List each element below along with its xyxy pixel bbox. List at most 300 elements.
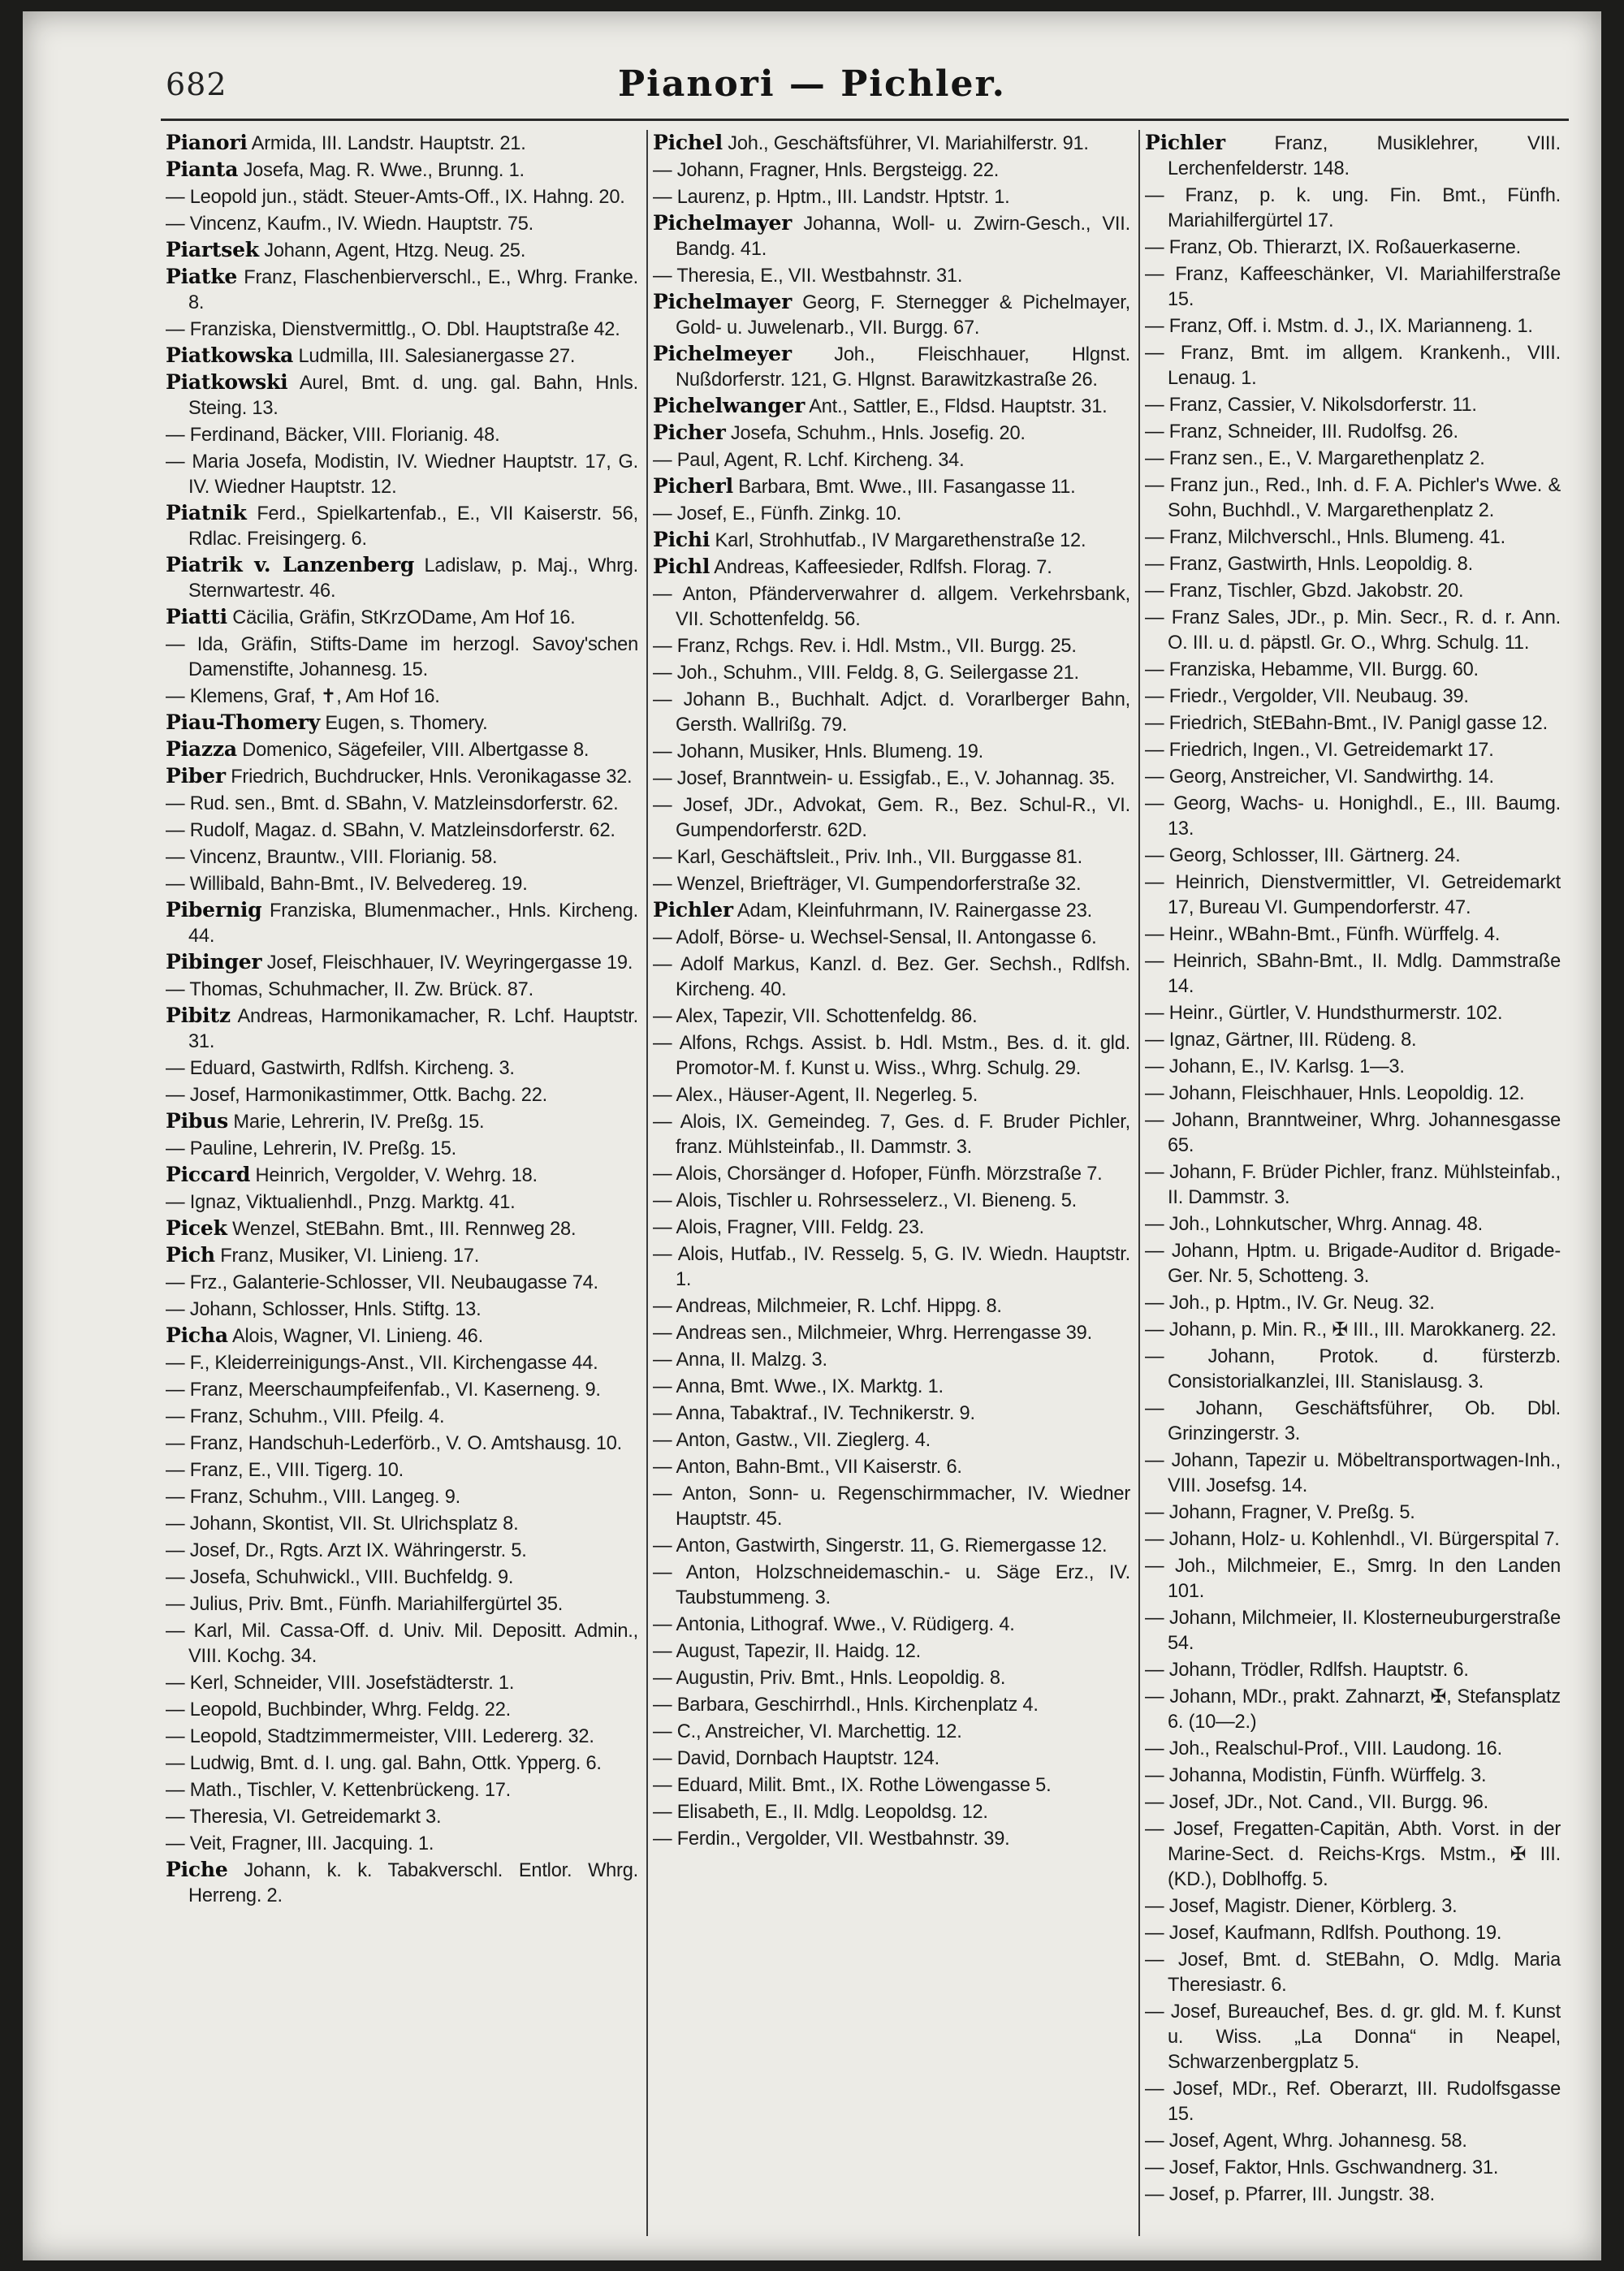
entry-details: — Andreas, Milchmeier, R. Lchf. Hippg. 8. <box>653 1296 1002 1317</box>
entry-details: — Franz, Handschuh-Lederförb., V. O. Amtshausg. 10. <box>166 1433 623 1454</box>
entry-surname: Pianori <box>166 131 248 154</box>
directory-entry <box>166 1830 638 1857</box>
entry-details: — Antonia, Lithograf. Wwe., V. Rüdigerg. 4. <box>653 1614 1015 1635</box>
entry-details: — Franz, Rchgs. Rev. i. Hdl. Mstm., VII. Burgg. 25. <box>653 636 1077 657</box>
entry-details: — Johann, Fragner, Hnls. Bergsteigg. 22. <box>653 160 1000 181</box>
directory-entry <box>166 1537 638 1564</box>
directory-entry <box>166 1349 638 1376</box>
entry-details: — Ferdin., Vergolder, VII. Westbahnstr. 39. <box>653 1828 1010 1850</box>
directory-entry <box>166 1403 638 1430</box>
directory-entry <box>653 1319 1130 1346</box>
entry-details: — Anton, Gastwirth, Singerstr. 11, G. Riemergasse 12. <box>653 1535 1108 1556</box>
directory-entry <box>1145 1683 1561 1735</box>
entry-details: — Johann, F. Brüder Pichler, franz. Mühlsteinfab., II. Dammstr. 3. <box>1145 1162 1561 1208</box>
entry-details: Wenzel, StEBahn. Bmt., III. Rennweg 28. <box>227 1219 577 1240</box>
directory-entry <box>166 1669 638 1696</box>
entry-details: Josefa, Mag. R. Wwe., Brunng. 1. <box>238 160 525 181</box>
directory-entry <box>166 1242 638 1269</box>
header-rule <box>161 119 1569 121</box>
directory-entry <box>166 343 638 369</box>
entry-details: Domenico, Sägefeiler, VIII. Albertgasse 8. <box>236 740 590 761</box>
entry-details: — Johann, Milchmeier, II. Klosterneuburgerstraße 54. <box>1145 1608 1561 1654</box>
directory-entry <box>1145 736 1561 763</box>
directory-entry <box>653 581 1130 633</box>
entry-details: — Kerl, Schneider, VIII. Josefstädterstr. 1. <box>166 1673 515 1694</box>
directory-entry <box>1145 948 1561 999</box>
entry-details: — Josef, Harmonikastimmer, Ottk. Bachg. 22. <box>166 1085 547 1106</box>
entry-details: Joh., Fleischhauer, Hlgnst. Nußdorferstr. 121, G. Hlgnst. Barawitzkastraße 26. <box>676 344 1130 391</box>
entry-surname: Pibinger <box>166 950 262 974</box>
entry-details: — Ignaz, Viktualienhdl., Pnzg. Marktg. 41. <box>166 1192 516 1213</box>
directory-entry <box>1145 1499 1561 1526</box>
entry-details: — Franz, Milchverschl., Hnls. Blumeng. 41. <box>1145 527 1505 548</box>
directory-entry <box>653 1453 1130 1480</box>
directory-entry <box>1145 710 1561 736</box>
entry-details: Ludmilla, III. Salesianergasse 27. <box>293 346 576 367</box>
directory-entry <box>1145 921 1561 948</box>
entry-details: — Adolf, Börse- u. Wechsel-Sensal, II. Antongasse 6. <box>653 927 1097 948</box>
directory-entry <box>1145 2075 1561 2127</box>
entry-details: — Josef, Fregatten-Capitän, Abth. Vorst. in der Marine-Sect. d. Reichs-Krgs. Mstm., ✠ III. (KD.), Doblhoffg. 5. <box>1145 1819 1561 1890</box>
directory-entry <box>166 1323 638 1349</box>
entry-details: — Johann, Hptm. u. Brigade-Auditor d. Brigade-Ger. Nr. 5, Schotteng. 3. <box>1145 1241 1561 1287</box>
entry-surname: Piber <box>166 764 226 788</box>
directory-entry <box>653 765 1130 792</box>
directory-entry <box>653 157 1130 183</box>
directory-entry <box>1145 1735 1561 1762</box>
entry-details: — Vincenz, Brauntw., VIII. Florianig. 58. <box>166 847 498 868</box>
entry-details: Josef, Fleischhauer, IV. Weyringergasse 19. <box>261 952 633 974</box>
entry-details: — Josef, Kaufmann, Rdlfsh. Pouthong. 19. <box>1145 1923 1502 1944</box>
directory-entry <box>166 1296 638 1323</box>
entry-details: — Paul, Agent, R. Lchf. Kircheng. 34. <box>653 450 965 471</box>
entry-details: — Alois, IX. Gemeindeg. 7, Ges. d. F. Bruder Pichler, franz. Mühlsteinfab., II. Dammstr. 3. <box>653 1112 1130 1158</box>
entry-surname: Piatkowska <box>166 343 294 367</box>
directory-entry <box>653 341 1130 393</box>
directory-entry <box>653 1825 1130 1852</box>
directory-entry <box>653 393 1130 420</box>
directory-entry <box>1145 1919 1561 1946</box>
directory-entry <box>166 500 638 552</box>
directory-entry <box>653 1030 1130 1082</box>
directory-entry <box>653 1293 1130 1319</box>
directory-entry <box>1145 1893 1561 1919</box>
directory-entry <box>1145 1316 1561 1343</box>
directory-entry <box>653 924 1130 951</box>
directory-entry <box>1145 1395 1561 1447</box>
entry-details: — Johann, MDr., prakt. Zahnarzt, ✠, Stefansplatz 6. (10—2.) <box>1145 1686 1561 1733</box>
directory-entry <box>653 792 1130 844</box>
directory-columns <box>161 130 1569 2236</box>
entry-details: Karl, Strohhutfab., IV Margarethenstraße 12. <box>710 530 1086 551</box>
entry-details: — Veit, Fragner, III. Jacquing. 1. <box>166 1833 434 1854</box>
directory-entry <box>166 1483 638 1510</box>
directory-entry <box>653 1427 1130 1453</box>
directory-entry <box>166 1430 638 1457</box>
entry-details: — Theresia, E., VII. Westbahnstr. 31. <box>653 266 963 287</box>
directory-entry <box>166 1564 638 1591</box>
directory-entry <box>166 683 638 710</box>
entry-details: — Joh., Realschul-Prof., VIII. Laudong. 16. <box>1145 1738 1502 1759</box>
entry-surname: Piccard <box>166 1163 251 1186</box>
entry-details: — Anton, Holzschneidemaschin.- u. Säge Erz., IV. Taubstummeng. 3. <box>653 1562 1130 1608</box>
entry-details: — Theresia, VI. Getreidemarkt 3. <box>166 1807 442 1828</box>
entry-surname: Piatnik <box>166 501 247 525</box>
entry-details: — Franz, p. k. ung. Fin. Bmt., Fünfh. Mariahilfergürtel 17. <box>1145 185 1561 231</box>
entry-details: — Pauline, Lehrerin, IV. Preßg. 15. <box>166 1138 457 1159</box>
directory-entry <box>166 210 638 237</box>
directory-entry <box>166 1135 638 1162</box>
entry-details: — Frz., Galanterie-Schlosser, VII. Neubaugasse 74. <box>166 1272 598 1293</box>
entry-details: Andreas, Kaffeesieder, Rdlfsh. Florag. 7. <box>710 557 1052 578</box>
entry-details: — Julius, Priv. Bmt., Fünfh. Mariahilfergürtel 35. <box>166 1594 564 1615</box>
entry-details: — Eduard, Gastwirth, Rdlfsh. Kircheng. 3. <box>166 1058 515 1079</box>
entry-details: — Anton, Gastw., VII. Zieglerg. 4. <box>653 1430 931 1451</box>
entry-details: — Franz, Off. i. Mstm. d. J., IX. Marianneng. 1. <box>1145 316 1533 337</box>
directory-entry <box>166 421 638 448</box>
directory-entry <box>166 1803 638 1830</box>
directory-entry <box>653 1664 1130 1691</box>
entry-details: Johann, Agent, Htzg. Neug. 25. <box>258 240 526 261</box>
entry-details: — Joh., Lohnkutscher, Whrg. Annag. 48. <box>1145 1214 1484 1235</box>
directory-entry <box>166 1108 638 1135</box>
directory-entry <box>166 763 638 790</box>
entry-details: — Johann, Branntweiner, Whrg. Johannesgasse 65. <box>1145 1110 1561 1156</box>
directory-entry <box>1145 391 1561 418</box>
directory-entry <box>653 289 1130 341</box>
directory-entry <box>653 1480 1130 1532</box>
directory-entry <box>1145 130 1561 182</box>
directory-entry <box>653 130 1130 157</box>
directory-entry <box>653 1638 1130 1664</box>
entry-details: — Franz, Ob. Thierarzt, IX. Roßauerkaserne. <box>1145 237 1522 258</box>
entry-details: — Ida, Gräfin, Stifts-Dame im herzogl. Savoy'schen Damenstifte, Johannesg. 15. <box>166 634 638 680</box>
directory-entry <box>1145 999 1561 1026</box>
directory-entry <box>166 604 638 631</box>
directory-entry <box>653 951 1130 1003</box>
entry-details: — Johann, Tapezir u. Möbeltransportwagen-Inh., VIII. Josefsg. 14. <box>1145 1450 1561 1496</box>
page-number: 682 <box>166 67 227 102</box>
directory-entry <box>1145 1159 1561 1211</box>
directory-entry <box>166 264 638 316</box>
entry-details: — Barbara, Geschirrhdl., Hnls. Kirchenplatz 4. <box>653 1695 1039 1716</box>
entry-surname: Pianta <box>166 158 239 181</box>
entry-surname: Pichl <box>653 555 710 578</box>
entry-details: — Alfons, Rchgs. Assist. b. Hdl. Mstm., Bes. d. it. gld. Promotor-M. f. Kunst u. Wiss., Whrg. Schulg. 29. <box>653 1033 1130 1079</box>
directory-entry <box>166 1857 638 1909</box>
directory-entry <box>653 870 1130 897</box>
entry-details: — Rudolf, Magaz. d. SBahn, V. Matzleinsdorferstr. 62. <box>166 820 615 841</box>
entry-details: — Laurenz, p. Hptm., III. Landstr. Hptstr. 1. <box>653 187 1010 208</box>
directory-entry <box>166 448 638 500</box>
entry-details: — Franz, Gastwirth, Hnls. Leopoldig. 8. <box>1145 554 1473 575</box>
directory-entry <box>1145 550 1561 577</box>
entry-details: — Ferdinand, Bäcker, VIII. Florianig. 48. <box>166 425 500 446</box>
entry-details: — Anton, Sonn- u. Regenschirmmacher, IV. Wiedner Hauptstr. 45. <box>653 1483 1130 1530</box>
entry-details: — Josef, JDr., Not. Cand., VII. Burgg. 96. <box>1145 1792 1489 1813</box>
directory-entry <box>166 1591 638 1617</box>
directory-entry <box>166 1723 638 1750</box>
entry-details: — Rud. sen., Bmt. d. SBahn, V. Matzleinsdorferstr. 62. <box>166 793 619 814</box>
directory-entry <box>166 870 638 897</box>
directory-entry <box>1145 445 1561 472</box>
entry-details: — Johann, Holz- u. Kohlenhdl., VI. Bürgerspital 7. <box>1145 1529 1560 1550</box>
entry-details: Friedrich, Buchdrucker, Hnls. Veronikagasse 32. <box>225 766 633 788</box>
directory-entry <box>1145 1552 1561 1604</box>
entry-surname: Piatrik v. Lanzenberg <box>166 553 415 576</box>
directory-entry <box>1145 683 1561 710</box>
entry-details: Armida, III. Landstr. Hauptstr. 21. <box>247 133 526 154</box>
entry-details: — Josef, p. Pfarrer, III. Jungstr. 38. <box>1145 2184 1435 2205</box>
directory-entry <box>653 420 1130 447</box>
entry-surname: Picherl <box>653 474 733 498</box>
directory-entry <box>166 790 638 817</box>
directory-entry <box>1145 869 1561 921</box>
column-1 <box>161 130 648 2236</box>
directory-entry <box>1145 524 1561 550</box>
entry-details: — Franz, Meerschaumpfeifenfab., VI. Kaserneng. 9. <box>166 1379 601 1401</box>
directory-entry <box>166 1215 638 1242</box>
directory-entry <box>653 1108 1130 1160</box>
directory-entry <box>166 1696 638 1723</box>
directory-entry <box>1145 1237 1561 1289</box>
entry-details: Johanna, Woll- u. Zwirn-Gesch., VII. Bandg. 41. <box>676 214 1130 260</box>
entry-details: — Josef, Agent, Whrg. Johannesg. 58. <box>1145 2131 1467 2152</box>
entry-details: — Johann, Schlosser, Hnls. Stiftg. 13. <box>166 1299 482 1320</box>
entry-details: — C., Anstreicher, VI. Marchettig. 12. <box>653 1721 962 1742</box>
directory-entry <box>653 1082 1130 1108</box>
directory-entry <box>1145 2154 1561 2181</box>
entry-details: — Johann, Musiker, Hnls. Blumeng. 19. <box>653 741 983 762</box>
directory-entry <box>653 633 1130 659</box>
entry-surname: Piau-Thomery <box>166 710 321 734</box>
entry-details: — Anna, Tabaktraf., IV. Technikerstr. 9. <box>653 1403 975 1424</box>
directory-entry <box>1145 1026 1561 1053</box>
directory-entry <box>166 1003 638 1055</box>
entry-surname: Pibus <box>166 1109 229 1133</box>
directory-entry <box>1145 339 1561 391</box>
directory-entry <box>166 817 638 844</box>
directory-entry <box>166 631 638 683</box>
entry-details: — Franziska, Hebamme, VII. Burgg. 60. <box>1145 659 1479 680</box>
entry-surname: Picher <box>653 421 726 444</box>
entry-details: — Karl, Mil. Cassa-Off. d. Univ. Mil. Depositt. Admin., VIII. Kochg. 34. <box>166 1621 638 1667</box>
entry-surname: Pichler <box>653 898 733 922</box>
entry-details: — Anna, II. Malzg. 3. <box>653 1349 827 1371</box>
directory-entry <box>653 1241 1130 1293</box>
entry-details: — Josef, Bureauchef, Bes. d. gr. gld. M. f. Kunst u. Wiss. „La Donna“ in Neapel, Schwarzenbergplatz 5. <box>1145 2001 1561 2073</box>
entry-details: — Franz, Tischler, Gbzd. Jakobstr. 20. <box>1145 581 1464 602</box>
entry-details: Johann, k. k. Tabakverschl. Entlor. Whrg. Herreng. 2. <box>188 1860 638 1906</box>
entry-details: — Elisabeth, E., II. Mdlg. Leopoldsg. 12. <box>653 1802 988 1823</box>
entry-surname: Pichi <box>653 528 710 551</box>
directory-entry <box>166 1510 638 1537</box>
entry-details: Franz, Flaschenbierverschl., E., Whrg. Franke. 8. <box>188 267 638 313</box>
directory-entry <box>166 1189 638 1215</box>
directory-entry <box>653 1718 1130 1745</box>
directory-entry <box>653 473 1130 500</box>
entry-details: — Friedrich, Ingen., VI. Getreidemarkt 17. <box>1145 740 1494 761</box>
directory-entry <box>653 1160 1130 1187</box>
entry-details: Aurel, Bmt. d. ung. gal. Bahn, Hnls. Steing. 13. <box>188 373 638 419</box>
entry-details: — Adolf Markus, Kanzl. d. Bez. Ger. Sechsh., Rdlfsh. Kircheng. 40. <box>653 954 1130 1000</box>
directory-entry <box>166 1082 638 1108</box>
entry-surname: Pichel <box>653 131 723 154</box>
entry-details: — Josef, Magistr. Diener, Körblerg. 3. <box>1145 1896 1458 1917</box>
entry-details: — Wenzel, Briefträger, VI. Gumpendorferstraße 32. <box>653 874 1082 895</box>
entry-surname: Pichler <box>1145 131 1225 154</box>
directory-entry <box>166 1617 638 1669</box>
entry-details: — Franziska, Dienstvermittlg., O. Dbl. Hauptstraße 42. <box>166 319 620 340</box>
entry-details: Barbara, Bmt. Wwe., III. Fasangasse 11. <box>732 477 1076 498</box>
directory-entry <box>653 1400 1130 1427</box>
entry-details: — Thomas, Schuhmacher, II. Zw. Brück. 87. <box>166 979 533 1000</box>
entry-details: Marie, Lehrerin, IV. Preßg. 15. <box>228 1112 485 1133</box>
directory-entry <box>1145 604 1561 656</box>
entry-details: — Alois, Fragner, VIII. Feldg. 23. <box>653 1217 925 1238</box>
page-title: Pianori — Pichler. <box>618 63 1006 105</box>
entry-details: — Franz, Kaffeeschänker, VI. Mariahilferstraße 15. <box>1145 264 1561 310</box>
entry-details: — Friedr., Vergolder, VII. Neubaug. 39. <box>1145 686 1469 707</box>
entry-surname: Piatkowski <box>166 370 288 394</box>
entry-details: — Joh., Schuhm., VIII. Feldg. 8, G. Seilergasse 21. <box>653 663 1079 684</box>
directory-entry <box>653 500 1130 527</box>
directory-entry <box>1145 1080 1561 1107</box>
directory-entry <box>1145 1107 1561 1159</box>
entry-surname: Piartsek <box>166 238 259 261</box>
directory-entry <box>653 210 1130 262</box>
directory-entry <box>1145 2127 1561 2154</box>
entry-details: — Georg, Anstreicher, VI. Sandwirthg. 14. <box>1145 766 1494 788</box>
directory-entry <box>1145 1053 1561 1080</box>
directory-entry <box>166 552 638 604</box>
entry-details: — Franz, Bmt. im allgem. Krankenh., VIII. Lenaug. 1. <box>1145 343 1561 389</box>
directory-entry <box>1145 182 1561 234</box>
entry-details: Franz, Musiker, VI. Linieng. 17. <box>214 1246 480 1267</box>
directory-entry <box>166 736 638 763</box>
directory-entry <box>1145 1289 1561 1316</box>
entry-details: — Leopold, Stadtzimmermeister, VIII. Ledererg. 32. <box>166 1726 594 1747</box>
entry-details: — Anna, Bmt. Wwe., IX. Marktg. 1. <box>653 1376 944 1397</box>
directory-entry <box>1145 763 1561 790</box>
entry-surname: Pibitz <box>166 1004 231 1027</box>
directory-page <box>23 11 1601 2260</box>
directory-entry <box>166 1269 638 1296</box>
entry-details: — Johann, Fragner, V. Preßg. 5. <box>1145 1502 1415 1523</box>
directory-entry <box>1145 1526 1561 1552</box>
entry-details: — Joh., p. Hptm., IV. Gr. Neug. 32. <box>1145 1293 1435 1314</box>
entry-surname: Pichelmeyer <box>653 342 792 365</box>
entry-details: — Heinrich, Dienstvermittler, VI. Getreidemarkt 17, Bureau VI. Gumpendorferstr. 47. <box>1145 872 1561 918</box>
entry-details: — Josef, Bmt. d. StEBahn, O. Mdlg. Maria Theresiastr. 6. <box>1145 1949 1561 1996</box>
entry-surname: Pichelmayer <box>653 211 793 235</box>
directory-entry <box>653 1745 1130 1772</box>
entry-details: — Josef, Faktor, Hnls. Gschwandnerg. 31. <box>1145 2157 1499 2178</box>
entry-details: Josefa, Schuhm., Hnls. Josefig. 20. <box>725 423 1026 444</box>
directory-entry <box>166 130 638 157</box>
directory-entry <box>1145 1762 1561 1789</box>
entry-surname: Pichelmayer <box>653 290 793 313</box>
directory-entry <box>1145 1656 1561 1683</box>
directory-entry <box>653 738 1130 765</box>
entry-details: — Alex, Tapezir, VII. Schottenfeldg. 86. <box>653 1006 978 1027</box>
entry-details: — Franz Sales, JDr., p. Min. Secr., R. d. r. Ann. O. III. u. d. päpstl. Gr. O., Whrg. Schulg. 11. <box>1145 607 1561 654</box>
entry-details: — Eduard, Milit. Bmt., IX. Rothe Löwengasse 5. <box>653 1775 1052 1796</box>
entry-details: — Josef, E., Fünfh. Zinkg. 10. <box>653 503 902 525</box>
column-2 <box>648 130 1140 2236</box>
entry-details: — Josef, Dr., Rgts. Arzt IX. Währingerstr. 5. <box>166 1540 527 1561</box>
entry-details: — Joh., Milchmeier, E., Smrg. In den Landen 101. <box>1145 1556 1561 1602</box>
entry-details: — Johanna, Modistin, Fünfh. Würffelg. 3. <box>1145 1765 1487 1786</box>
entry-details: — Georg, Wachs- u. Honighdl., E., III. Baumg. 13. <box>1145 793 1561 840</box>
entry-details: — Johann, p. Min. R., ✠ III., III. Marokkanerg. 22. <box>1145 1319 1557 1341</box>
directory-entry <box>653 1346 1130 1373</box>
entry-details: — Leopold jun., städt. Steuer-Amts-Off., IX. Hahng. 20. <box>166 187 625 208</box>
directory-entry <box>1145 1816 1561 1893</box>
entry-details: — Johann, Protok. d. fürsterzb. Consistorialkanzlei, III. Stanislausg. 3. <box>1145 1346 1561 1392</box>
directory-entry <box>166 157 638 183</box>
directory-entry <box>166 237 638 264</box>
entry-details: Franziska, Blumenmacher., Hnls. Kircheng. 44. <box>188 900 638 947</box>
entry-surname: Piatti <box>166 605 227 628</box>
entry-details: — Franz sen., E., V. Margarethenplatz 2. <box>1145 448 1485 469</box>
directory-entry <box>1145 418 1561 445</box>
directory-entry <box>1145 1604 1561 1656</box>
directory-entry <box>166 1055 638 1082</box>
directory-entry <box>1145 313 1561 339</box>
entry-details: — Heinrich, SBahn-Bmt., II. Mdlg. Dammstraße 14. <box>1145 951 1561 997</box>
entry-details: — F., Kleiderreinigungs-Anst., VII. Kirchengasse 44. <box>166 1353 598 1374</box>
directory-entry <box>166 844 638 870</box>
directory-entry <box>166 369 638 421</box>
entry-details: — Vincenz, Kaufm., IV. Wiedn. Hauptstr. 75. <box>166 214 534 235</box>
directory-entry <box>653 527 1130 554</box>
entry-details: — Math., Tischler, V. Kettenbrückeng. 17. <box>166 1780 512 1801</box>
entry-details: — Andreas sen., Milchmeier, Whrg. Herrengasse 39. <box>653 1323 1092 1344</box>
entry-details: Heinrich, Vergolder, V. Wehrg. 18. <box>250 1165 538 1186</box>
entry-surname: Piazza <box>166 737 237 761</box>
entry-details: — Heinr., WBahn-Bmt., Fünfh. Würffelg. 4. <box>1145 924 1501 945</box>
entry-details: — Ignaz, Gärtner, III. Rüdeng. 8. <box>1145 1030 1417 1051</box>
entry-details: Ant., Sattler, E., Fldsd. Hauptstr. 31. <box>805 396 1108 417</box>
page-header <box>23 63 1601 120</box>
entry-details: — Heinr., Gürtler, V. Hundsthurmerstr. 102. <box>1145 1003 1503 1024</box>
entry-details: — Josefa, Schuhwickl., VIII. Buchfeldg. 9. <box>166 1567 514 1588</box>
entry-details: — Johann, Geschäftsführer, Ob. Dbl. Grinzingerstr. 3. <box>1145 1398 1561 1444</box>
entry-details: — Johann B., Buchhalt. Adjct. d. Vorarlberger Bahn, Gersth. Wallrißg. 79. <box>653 689 1130 736</box>
directory-entry <box>166 183 638 210</box>
directory-entry <box>653 1187 1130 1214</box>
entry-surname: Picha <box>166 1323 228 1347</box>
entry-details: — Anton, Bahn-Bmt., VII Kaiserstr. 6. <box>653 1457 962 1478</box>
directory-entry <box>1145 261 1561 313</box>
entry-surname: Pich <box>166 1243 215 1267</box>
directory-entry <box>653 659 1130 686</box>
entry-details: — Alois, Hutfab., IV. Resselg. 5, G. IV. Wiedn. Hauptstr. 1. <box>653 1244 1130 1290</box>
entry-details: Ladislaw, p. Maj., Whrg. Sternwartestr. 46. <box>188 555 638 602</box>
directory-entry <box>1145 1946 1561 1998</box>
entry-surname: Pichelwanger <box>653 394 806 417</box>
entry-surname: Pibernig <box>166 898 262 922</box>
directory-entry <box>653 1532 1130 1559</box>
directory-entry <box>653 1611 1130 1638</box>
directory-entry <box>1145 1343 1561 1395</box>
directory-entry <box>653 554 1130 581</box>
directory-entry <box>166 316 638 343</box>
directory-entry <box>653 1559 1130 1611</box>
directory-entry <box>1145 1447 1561 1499</box>
directory-entry <box>166 976 638 1003</box>
